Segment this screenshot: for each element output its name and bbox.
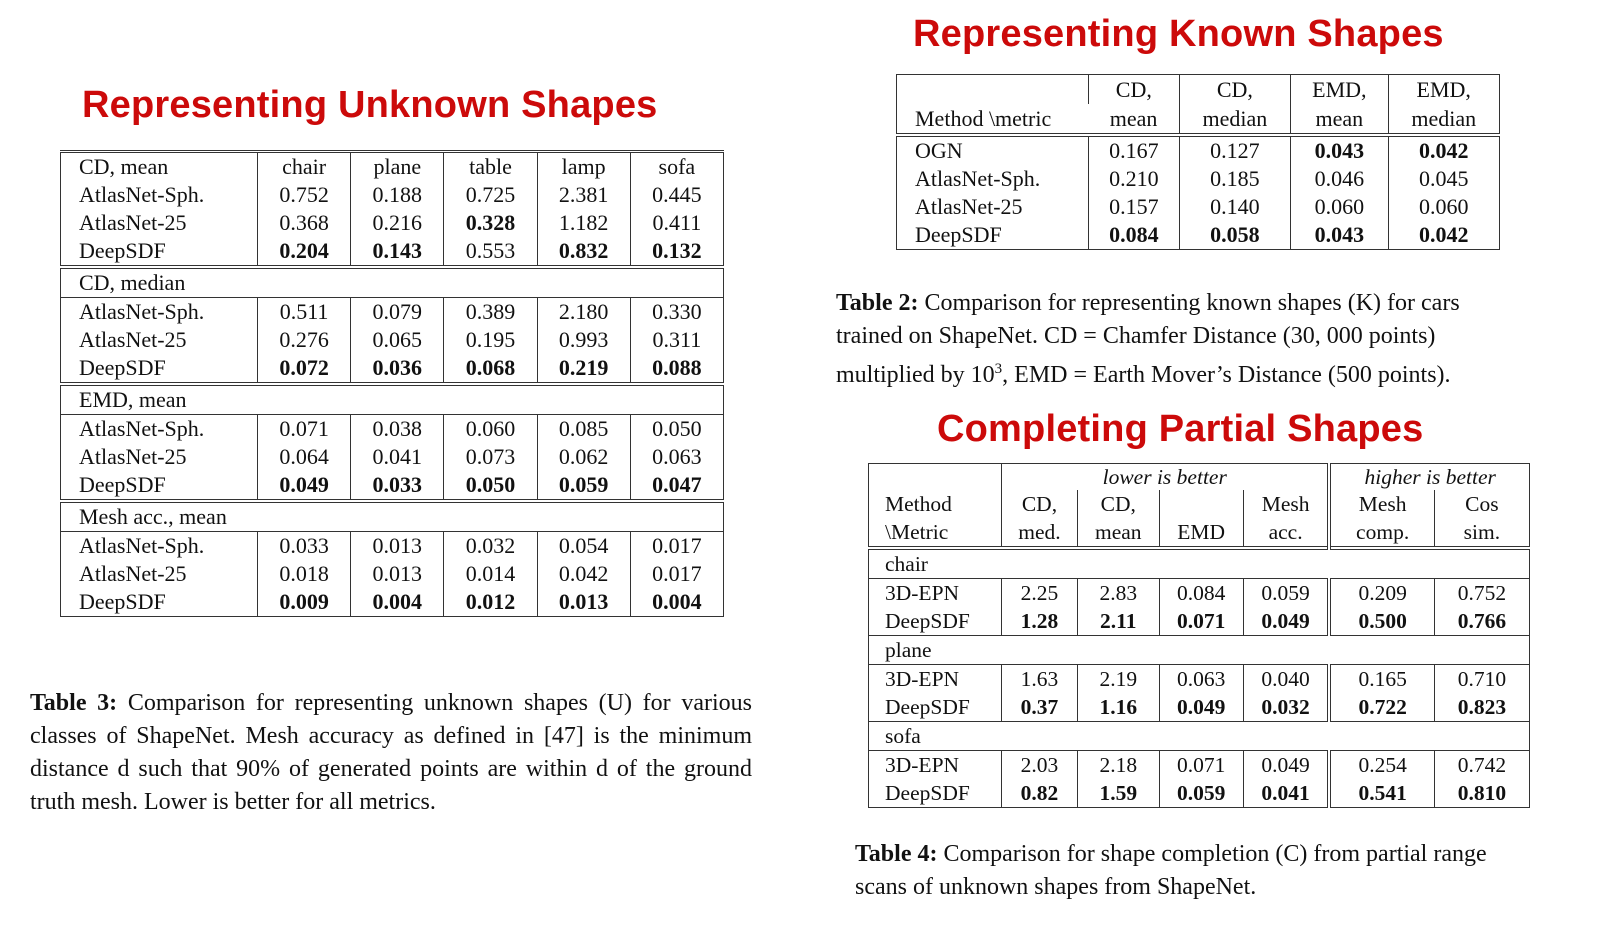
value-cell-best: 0.37 [1002, 693, 1078, 722]
value-cell-best: 0.766 [1434, 607, 1529, 636]
table-row [61, 415, 724, 444]
caption-label: Table 4: [855, 841, 938, 867]
table-known-shapes [896, 74, 1500, 250]
method-cell: AtlasNet-Sph. [79, 533, 205, 558]
metric-label: EMD, mean [61, 384, 724, 415]
title-known-shapes: Representing Known Shapes [913, 13, 1444, 55]
caption-line [836, 287, 1560, 320]
group-lower-is-better: lower is better [1002, 464, 1330, 491]
value-cell: 0.742 [1434, 751, 1529, 780]
method-cell: 3D-EPN [885, 667, 960, 691]
value-cell: 0.752 [258, 181, 351, 209]
value-cell: 0.085 [537, 415, 630, 444]
method-header [869, 464, 1002, 549]
method-cell: AtlasNet-25 [79, 327, 187, 352]
table-row [61, 532, 724, 561]
caption-line [836, 353, 1560, 392]
value-cell: 0.725 [444, 181, 537, 209]
category-label: plane [869, 636, 1530, 665]
category-label: sofa [869, 722, 1530, 751]
column-header: plane [351, 152, 444, 182]
value-cell: 0.013 [351, 560, 444, 588]
value-cell: 0.071 [1159, 751, 1243, 780]
table4-caption [855, 838, 1575, 904]
value-cell: 2.18 [1077, 751, 1159, 780]
value-cell: 0.445 [630, 181, 723, 209]
value-cell: 0.553 [444, 237, 537, 267]
section-header-row [61, 267, 724, 298]
value-cell: 0.311 [630, 326, 723, 354]
caption-line [855, 871, 1575, 904]
value-cell-best: 0.049 [1159, 693, 1243, 722]
category-row [869, 548, 1530, 579]
value-cell: 0.511 [258, 298, 351, 327]
table-row [897, 221, 1500, 250]
table-row [869, 607, 1530, 636]
value-cell: 0.127 [1179, 135, 1290, 165]
column-header: mean [1077, 518, 1159, 548]
value-cell: 0.140 [1179, 193, 1290, 221]
column-header: CD, [1077, 490, 1159, 518]
value-cell-best: 1.28 [1002, 607, 1078, 636]
value-cell: 0.045 [1388, 165, 1500, 193]
value-cell-best: 0.042 [1388, 135, 1500, 165]
value-cell: 2.83 [1077, 579, 1159, 608]
value-cell: 0.752 [1434, 579, 1529, 608]
value-cell-best: 0.82 [1002, 779, 1078, 808]
value-cell-best: 0.009 [258, 588, 351, 617]
value-cell-best: 1.16 [1077, 693, 1159, 722]
column-header: EMD, [1388, 75, 1500, 105]
value-cell: 2.03 [1002, 751, 1078, 780]
value-cell: 0.063 [1159, 665, 1243, 694]
method-cell: AtlasNet-Sph. [79, 182, 205, 207]
table-row [897, 135, 1500, 165]
metric-label: CD, mean [61, 152, 258, 182]
value-cell: 0.017 [630, 560, 723, 588]
value-cell-best: 0.132 [630, 237, 723, 267]
value-cell: 0.157 [1089, 193, 1180, 221]
method-cell: DeepSDF [79, 355, 166, 380]
table-row [61, 560, 724, 588]
value-cell: 2.381 [537, 181, 630, 209]
table-row [61, 588, 724, 617]
method-header-line1: Method [885, 492, 952, 516]
value-cell: 0.276 [258, 326, 351, 354]
value-cell-best: 0.722 [1329, 693, 1434, 722]
value-cell: 0.060 [1388, 193, 1500, 221]
value-cell: 0.041 [351, 443, 444, 471]
value-cell-best: 0.043 [1291, 135, 1388, 165]
column-header: CD, [1089, 75, 1180, 105]
method-cell: AtlasNet-25 [79, 210, 187, 235]
method-cell: DeepSDF [79, 472, 166, 497]
value-cell: 0.049 [1243, 751, 1329, 780]
value-cell-best: 0.071 [1159, 607, 1243, 636]
category-row [869, 636, 1530, 665]
caption-superscript: 3 [994, 361, 1003, 377]
table-row [61, 326, 724, 354]
method-cell: DeepSDF [885, 781, 970, 805]
value-cell: 0.060 [444, 415, 537, 444]
table-row [869, 779, 1530, 808]
column-header: mean [1291, 104, 1388, 135]
column-header: chair [258, 152, 351, 182]
method-cell: DeepSDF [79, 238, 166, 263]
method-cell: AtlasNet-25 [915, 194, 1023, 219]
value-cell-best: 0.004 [630, 588, 723, 617]
value-cell-best: 0.041 [1243, 779, 1329, 808]
table-row [869, 751, 1530, 780]
column-header: CD, [1179, 75, 1290, 105]
group-higher-is-better: higher is better [1329, 464, 1529, 491]
caption-text: scans of unknown shapes from ShapeNet. [855, 874, 1257, 900]
table-row [869, 693, 1530, 722]
table-row [61, 354, 724, 384]
column-header [1159, 490, 1243, 518]
value-cell: 0.013 [351, 532, 444, 561]
value-cell-best: 0.823 [1434, 693, 1529, 722]
method-cell: DeepSDF [79, 589, 166, 614]
value-cell-best: 0.084 [1089, 221, 1180, 250]
value-cell-best: 0.143 [351, 237, 444, 267]
value-cell: 1.182 [537, 209, 630, 237]
value-cell: 0.209 [1329, 579, 1434, 608]
table-row [869, 579, 1530, 608]
table-row [61, 443, 724, 471]
value-cell-best: 0.088 [630, 354, 723, 384]
method-cell: AtlasNet-25 [79, 561, 187, 586]
value-cell: 2.180 [537, 298, 630, 327]
value-cell: 0.032 [444, 532, 537, 561]
column-header: sofa [630, 152, 723, 182]
column-header: acc. [1243, 518, 1329, 548]
method-cell: AtlasNet-25 [79, 444, 187, 469]
value-cell: 0.254 [1329, 751, 1434, 780]
value-cell-best: 0.042 [1388, 221, 1500, 250]
value-cell-best: 0.043 [1291, 221, 1388, 250]
value-cell: 0.188 [351, 181, 444, 209]
value-cell-best: 0.013 [537, 588, 630, 617]
column-header: table [444, 152, 537, 182]
value-cell: 0.411 [630, 209, 723, 237]
value-cell: 0.368 [258, 209, 351, 237]
value-cell: 0.185 [1179, 165, 1290, 193]
table-row [61, 237, 724, 267]
value-cell: 0.073 [444, 443, 537, 471]
column-header: mean [1109, 106, 1158, 131]
section-header-row [61, 501, 724, 532]
value-cell: 0.330 [630, 298, 723, 327]
value-cell-best: 0.036 [351, 354, 444, 384]
metric-label: CD, median [61, 267, 724, 298]
value-cell-best: 0.832 [537, 237, 630, 267]
value-cell: 0.033 [258, 532, 351, 561]
value-cell: 0.165 [1329, 665, 1434, 694]
value-cell: 0.018 [258, 560, 351, 588]
caption-text: , EMD = Earth Mover’s Distance (500 points). [1002, 362, 1451, 388]
caption-line [836, 320, 1560, 353]
category-row [869, 722, 1530, 751]
value-cell: 0.054 [537, 532, 630, 561]
value-cell: 0.046 [1291, 165, 1388, 193]
value-cell-best: 0.328 [444, 209, 537, 237]
group-header-row [869, 464, 1530, 491]
table-row [897, 165, 1500, 193]
caption-text: Comparison for representing known shapes (K) for cars [924, 290, 1460, 316]
method-cell: DeepSDF [885, 695, 970, 719]
column-header: med. [1002, 518, 1078, 548]
method-cell: 3D-EPN [885, 581, 960, 605]
caption-label: Table 2: [836, 290, 919, 316]
method-cell: DeepSDF [885, 609, 970, 633]
column-header: lamp [537, 152, 630, 182]
caption-label: Table 3: [30, 690, 118, 716]
method-cell: OGN [897, 135, 1089, 165]
value-cell: 0.050 [630, 415, 723, 444]
value-cell-best: 0.810 [1434, 779, 1529, 808]
value-cell-best: 0.219 [537, 354, 630, 384]
metric-label: Mesh acc., mean [61, 501, 724, 532]
table-row [61, 471, 724, 501]
value-cell: 0.063 [630, 443, 723, 471]
column-header: sim. [1434, 518, 1529, 548]
caption-line [855, 838, 1575, 871]
value-cell-best: 0.059 [537, 471, 630, 501]
value-cell-best: 0.058 [1179, 221, 1290, 250]
table-partial-shapes [868, 463, 1530, 808]
value-cell: 0.167 [1089, 135, 1180, 165]
table-row [61, 298, 724, 327]
value-cell-best: 0.204 [258, 237, 351, 267]
caption-text: Comparison for shape completion (C) from partial range [943, 841, 1487, 867]
table-header-row [61, 152, 724, 182]
method-cell: 3D-EPN [885, 753, 960, 777]
method-cell: DeepSDF [915, 222, 1002, 247]
value-cell-best: 0.047 [630, 471, 723, 501]
value-cell: 0.071 [258, 415, 351, 444]
value-cell: 1.63 [1002, 665, 1078, 694]
value-cell: 0.079 [351, 298, 444, 327]
value-cell-best: 0.033 [351, 471, 444, 501]
column-header: EMD [1159, 518, 1243, 548]
column-header: comp. [1329, 518, 1434, 548]
method-cell: AtlasNet-Sph. [79, 416, 205, 441]
column-header: median [1179, 104, 1290, 135]
column-header: Mesh [1243, 490, 1329, 518]
value-cell: 0.195 [444, 326, 537, 354]
caption-text: multiplied by 10 [836, 362, 995, 388]
value-cell-best: 0.004 [351, 588, 444, 617]
method-cell: AtlasNet-Sph. [915, 166, 1041, 191]
value-cell: 0.084 [1159, 579, 1243, 608]
value-cell-best: 1.59 [1077, 779, 1159, 808]
value-cell: 0.389 [444, 298, 537, 327]
value-cell: 0.038 [351, 415, 444, 444]
category-label: chair [869, 548, 1530, 579]
value-cell: 0.064 [258, 443, 351, 471]
column-header: Mesh [1329, 490, 1434, 518]
table-row [897, 193, 1500, 221]
value-cell: 0.040 [1243, 665, 1329, 694]
method-cell: AtlasNet-Sph. [79, 299, 205, 324]
column-header: Cos [1434, 490, 1529, 518]
value-cell: 2.19 [1077, 665, 1159, 694]
table2-caption [836, 287, 1560, 392]
table-row [869, 665, 1530, 694]
value-cell-best: 0.500 [1329, 607, 1434, 636]
value-cell-best: 0.072 [258, 354, 351, 384]
method-header-line2: \Metric [885, 520, 949, 544]
value-cell-best: 0.049 [1243, 607, 1329, 636]
value-cell: 0.710 [1434, 665, 1529, 694]
value-cell: 0.993 [537, 326, 630, 354]
table-unknown-shapes [60, 150, 724, 617]
column-header: CD, [1002, 490, 1078, 518]
value-cell: 2.25 [1002, 579, 1078, 608]
table-row [61, 209, 724, 237]
section-header-row [61, 384, 724, 415]
value-cell: 0.062 [537, 443, 630, 471]
value-cell-best: 0.032 [1243, 693, 1329, 722]
value-cell-best: 0.068 [444, 354, 537, 384]
caption-text: trained on ShapeNet. CD = Chamfer Distance (30, 000 points) [836, 323, 1436, 349]
value-cell: 0.065 [351, 326, 444, 354]
value-cell-best: 0.049 [258, 471, 351, 501]
title-unknown-shapes: Representing Unknown Shapes [82, 84, 658, 126]
table-header-row [897, 75, 1500, 105]
value-cell: 0.042 [537, 560, 630, 588]
column-header: EMD, [1291, 75, 1388, 105]
value-cell: 0.014 [444, 560, 537, 588]
table3-caption [30, 687, 752, 819]
value-cell-best: 0.059 [1159, 779, 1243, 808]
title-partial-shapes: Completing Partial Shapes [937, 408, 1424, 450]
table-row [61, 181, 724, 209]
method-header: Method \metric [915, 106, 1052, 131]
value-cell: 0.210 [1089, 165, 1180, 193]
value-cell-best: 2.11 [1077, 607, 1159, 636]
value-cell: 0.059 [1243, 579, 1329, 608]
value-cell-best: 0.012 [444, 588, 537, 617]
caption-text: Comparison for representing unknown shapes (U) for various classes of ShapeNet. Mesh accuracy as defined in [47] is the minimum distance d such that 90% of generated points are within d of the ground truth mesh. Lower is better for all metrics. [30, 690, 752, 815]
column-header: median [1388, 104, 1500, 135]
value-cell-best: 0.541 [1329, 779, 1434, 808]
value-cell: 0.216 [351, 209, 444, 237]
value-cell: 0.060 [1291, 193, 1388, 221]
value-cell-best: 0.050 [444, 471, 537, 501]
value-cell: 0.017 [630, 532, 723, 561]
